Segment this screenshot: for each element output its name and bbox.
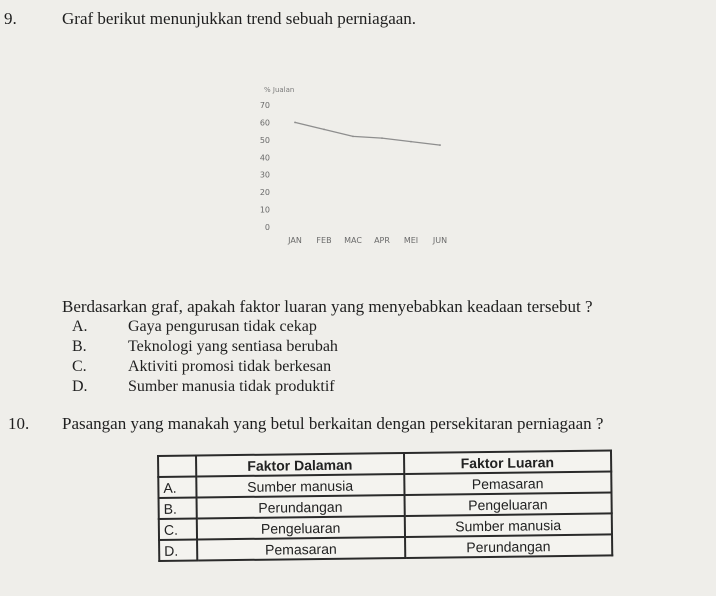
cell-dalaman: Pemasaran xyxy=(197,537,405,561)
header-blank xyxy=(158,456,196,477)
data-point xyxy=(323,129,325,131)
series-line-jualan xyxy=(295,122,440,145)
option-c-text[interactable]: Aktiviti promosi tidak berkesan xyxy=(128,358,332,375)
sales-trend-chart xyxy=(240,80,470,255)
option-letter: A. xyxy=(72,318,88,335)
data-point xyxy=(439,144,441,146)
cell-luaran: Perundangan xyxy=(405,534,613,558)
y-tick-label: 10 xyxy=(259,205,270,215)
option-b-text[interactable]: Teknologi yang sentiasa berubah xyxy=(128,338,338,355)
y-tick-label: 20 xyxy=(259,188,270,198)
data-point xyxy=(352,135,354,137)
header-faktor-dalaman: Faktor Dalaman xyxy=(196,453,404,477)
option-c[interactable] xyxy=(72,358,87,376)
x-tick-label: APR xyxy=(374,236,390,245)
x-tick-label: MEI xyxy=(403,236,419,245)
y-tick-label: 30 xyxy=(259,170,270,180)
y-axis-label: % Jualan xyxy=(264,86,295,94)
y-tick-label: 60 xyxy=(259,118,270,128)
cell-dalaman: Perundangan xyxy=(197,495,405,519)
data-point xyxy=(381,137,383,139)
option-a[interactable] xyxy=(72,318,88,336)
question-10-prompt: Pasangan yang manakah yang betul berkaitan dengan persekitaran perniagaan ? xyxy=(62,414,604,433)
data-point xyxy=(294,122,296,124)
x-tick-label: JUN xyxy=(432,236,448,245)
option-d-text[interactable]: Sumber manusia tidak produktif xyxy=(128,378,335,395)
header-faktor-luaran: Faktor Luaran xyxy=(403,450,611,474)
data-point xyxy=(410,141,412,143)
chart-svg xyxy=(240,80,470,255)
row-letter: D. xyxy=(159,540,197,561)
cell-dalaman: Pengeluaran xyxy=(197,516,405,540)
question-9-number: 9. xyxy=(4,9,17,28)
x-tick-label: JAN xyxy=(288,236,302,245)
cell-luaran: Pengeluaran xyxy=(404,492,612,516)
x-tick-label: FEB xyxy=(316,236,332,245)
row-letter: B. xyxy=(159,498,197,519)
question-9-intro: Graf berikut menunjukkan trend sebuah perniagaan. xyxy=(62,9,417,28)
cell-luaran: Sumber manusia xyxy=(404,513,612,537)
cell-luaran: Pemasaran xyxy=(404,471,612,495)
row-letter: C. xyxy=(159,519,197,540)
option-letter: D. xyxy=(72,378,88,395)
answer-table-wrapper xyxy=(157,449,614,585)
y-tick-label: 70 xyxy=(259,101,270,110)
option-letter: B. xyxy=(72,338,87,355)
option-d[interactable] xyxy=(72,378,88,396)
option-b[interactable] xyxy=(72,338,87,356)
row-letter: A. xyxy=(158,477,196,498)
y-tick-label: 50 xyxy=(259,135,270,145)
question-10-number: 10. xyxy=(8,414,30,433)
x-tick-label: MAC xyxy=(344,236,362,245)
answer-table xyxy=(157,449,613,562)
option-letter: C. xyxy=(72,358,87,375)
cell-dalaman: Sumber manusia xyxy=(196,474,404,498)
question-9-prompt: Berdasarkan graf, apakah faktor luaran yang menyebabkan keadaan tersebut ? xyxy=(62,297,593,316)
option-a-text[interactable]: Gaya pengurusan tidak cekap xyxy=(128,318,317,335)
table-row[interactable] xyxy=(159,534,612,561)
y-tick-label: 0 xyxy=(264,223,270,232)
y-tick-label: 40 xyxy=(259,153,270,163)
